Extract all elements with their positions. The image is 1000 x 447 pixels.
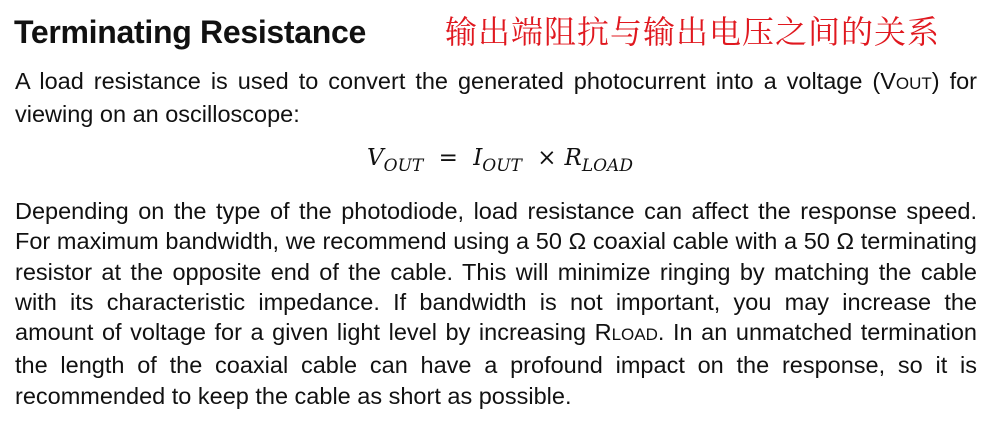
- equation-iout-var: I: [473, 145, 483, 171]
- intro-paragraph: [15, 66, 977, 130]
- body-paragraph: [15, 196, 977, 411]
- equation-equals-sign: =: [438, 145, 458, 171]
- section-title: Terminating Resistance: [14, 14, 367, 50]
- intro-text-after: ) for viewing on an oscilloscope:: [15, 68, 978, 128]
- body-text-after: . In an unmatched termination the length of the coaxial cable can have a profound impact on the response, so it is recommended to keep the cable as short as possible.: [15, 319, 978, 409]
- section-title-chinese-annotation: 输出端阻抗与输出电压之间的关系: [445, 13, 941, 51]
- equation-rload-subscript: LOAD: [581, 156, 633, 176]
- rload-subscript: LOAD: [611, 325, 658, 345]
- equation-iout-subscript: OUT: [482, 156, 522, 176]
- output-voltage-equation: [0, 140, 1000, 178]
- title-row: [14, 8, 989, 58]
- equation-vout-subscript: OUT: [383, 156, 424, 176]
- body-text-before: Depending on the type of the photodiode, load resistance can affect the response speed. For maximum bandwidth, we recommend using a 50 Ω coaxial cable with a 50 Ω terminating resistor at the opposite end of the cable. This will minimize ringing by matching the cable with its characteristic impedance. If bandwidth is not important, you may increase the amount of voltage for a given light level by increasing R: [15, 198, 977, 346]
- intro-text-before: A load resistance is used to convert the generated photocurrent into a voltage (V: [15, 68, 896, 94]
- equation-vout-var: V: [367, 145, 384, 171]
- vout-subscript: OUT: [895, 74, 932, 93]
- equation-rload-var: R: [564, 145, 582, 171]
- equation-times-sign: ×: [537, 145, 557, 171]
